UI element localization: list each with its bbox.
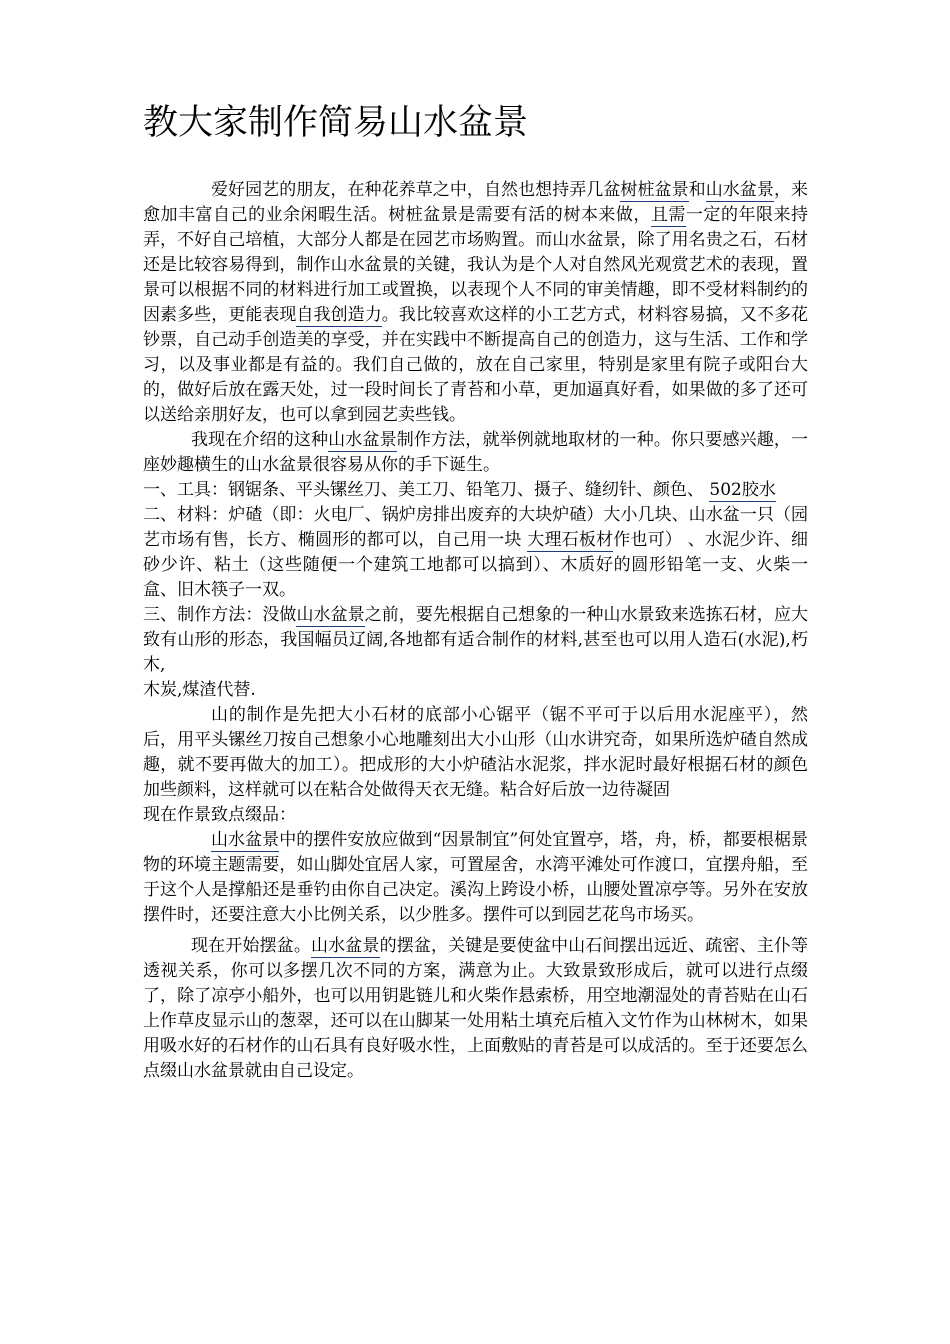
paragraph-mountain-making: 山的制作是先把大小石材的底部小心锯平（锯不平可于以后用水泥座平），然后，用平头镙丝刀按自己想象小心地雕刻出大小山形（山水讲究奇，如果所选炉碴自然成趣，就不要再做大的加工）。把成形的大小炉碴沾水泥浆，拌水泥时最好根据石材的颜色加些颜料，这样就可以在粘合处做得天衣无缝。粘合好后放一边待凝固 (143, 705, 808, 800)
paragraph-arrangement: 现在开始摆盆。山水盆景的摆盆，关键是要使盆中山石间摆出远近、疏密、主仆等透视关系，你可以多摆几次不同的方案，满意为止。大致景致形成后，就可以进行点缀了，除了凉亭小船外，也可以用钥匙链儿和火柴作悬索桥，用空地潮湿处的青苔贴在山石上作草皮显示山的葱翠，还可以在山脚某一处用粘土填充后植入文竹作为山林树木，如果用吸水好的石材作的山石具有良好吸水性，上面敷贴的青苔是可以成活的。至于还要怎么点缀山水盆景就由自己设定。 (143, 936, 809, 1081)
paragraph-decor-heading: 现在作景致点缀品： (143, 805, 296, 825)
paragraph-intro: 爱好园艺的朋友，在种花养草之中，自然也想持弄几盆树桩盆景和山水盆景，来愈加丰富自己的业余闲暇生活。树桩盆景是需要有活的树本来做，且需一定的年限来持弄，不好自己培植，大部分人都是在园艺市场购置。而山水盆景，除了用名贵之石，石材还是比较容易得到，制作山水盆景的关键，我认为是个人对自然风光观赏艺术的表现，置景可以根据不同的材料进行加工或置换，以表现个人不同的审美情趣，即不受材料制约的因素多些，更能表现自我创造力。我比较喜欢这样的小工艺方式，材料容易搞，又不多花钞票，自己动手创造美的享受，并在实践中不断提高自己的创造力，这与生活、工作和学习，以及事业都是有益的。我们自己做的，放在自己家里，特别是家里有院子或阳台大的，做好后放在露天处，过一段时间长了青苔和小草，更加逼真好看，如果做的多了还可以送给亲朋好友，也可以拿到园艺卖些钱。 (143, 180, 809, 425)
document-title: 教大家制作简易山水盆景 (143, 103, 529, 143)
paragraph-ornaments: 山水盆景中的摆件安放应做到“因景制宜”何处宜置亭，塔，舟，桥，都要根椐景物的环境主题需要，如山脚处宜居人家，可置屋舍，水湾平滩处可作渡口，宜摆舟船，至于这个人是撑船还是垂钓由你自己决定。溪沟上跨设小桥，山腰处置凉亭等。另外在安放摆件时，还要注意大小比例关系，以少胜多。摆件可以到园艺花鸟市场买。 (143, 830, 808, 925)
link-and-need[interactable]: 且需 (650, 205, 686, 225)
link-glue-502[interactable]: 502胶水 (709, 480, 776, 500)
link-tree-bonsai[interactable]: 树桩盆景 (620, 180, 689, 200)
link-creativity[interactable]: 自我创造力 (296, 305, 382, 325)
paragraph-materials: 二、材料：炉碴（即：火电厂、锅炉房排出废弃的大块炉碴）大小几块、山水盆一只（园艺市场有售，长方、椭圆形的都可以，自己用一块 大理石板材作也可） 、水泥少许、细砂少许、粘土（这些随便一个建筑工地都可以搞到）、木质好的圆形铅笔一支、火柴一盒、旧木筷子一双。 (143, 505, 809, 600)
link-marble-slab[interactable]: 大理石板材 (527, 530, 614, 550)
link-landscape-bonsai[interactable]: 山水盆景 (311, 936, 380, 956)
paragraph-method-intro: 我现在介绍的这种山水盆景制作方法，就举例就地取材的一种。你只要感兴趣，一座妙趣横生的山水盆景很容易从你的手下诞生。 (143, 430, 809, 475)
paragraph-tools: 一、工具：钢锯条、平头镙丝刀、美工刀、铅笔刀、摄子、缝纫针、颜色、 502胶水 (143, 480, 776, 500)
link-landscape-bonsai[interactable]: 山水盆景 (705, 180, 774, 200)
link-landscape-bonsai[interactable]: 山水盆景 (328, 430, 397, 450)
link-landscape-bonsai[interactable]: 山水盆景 (211, 830, 280, 850)
paragraph-method: 三、制作方法：没做山水盆景之前，要先根据自己想象的一种山水景致来选拣石材，应大致有山形的形态，我国幅员辽阔,各地都有适合制作的材料,甚至也可以用人造石(水泥),朽木, (143, 605, 809, 675)
document-body (143, 178, 808, 1084)
link-landscape-bonsai[interactable]: 山水盆景 (296, 605, 365, 625)
paragraph-substitutes: 木炭,煤渣代替. (143, 680, 256, 700)
